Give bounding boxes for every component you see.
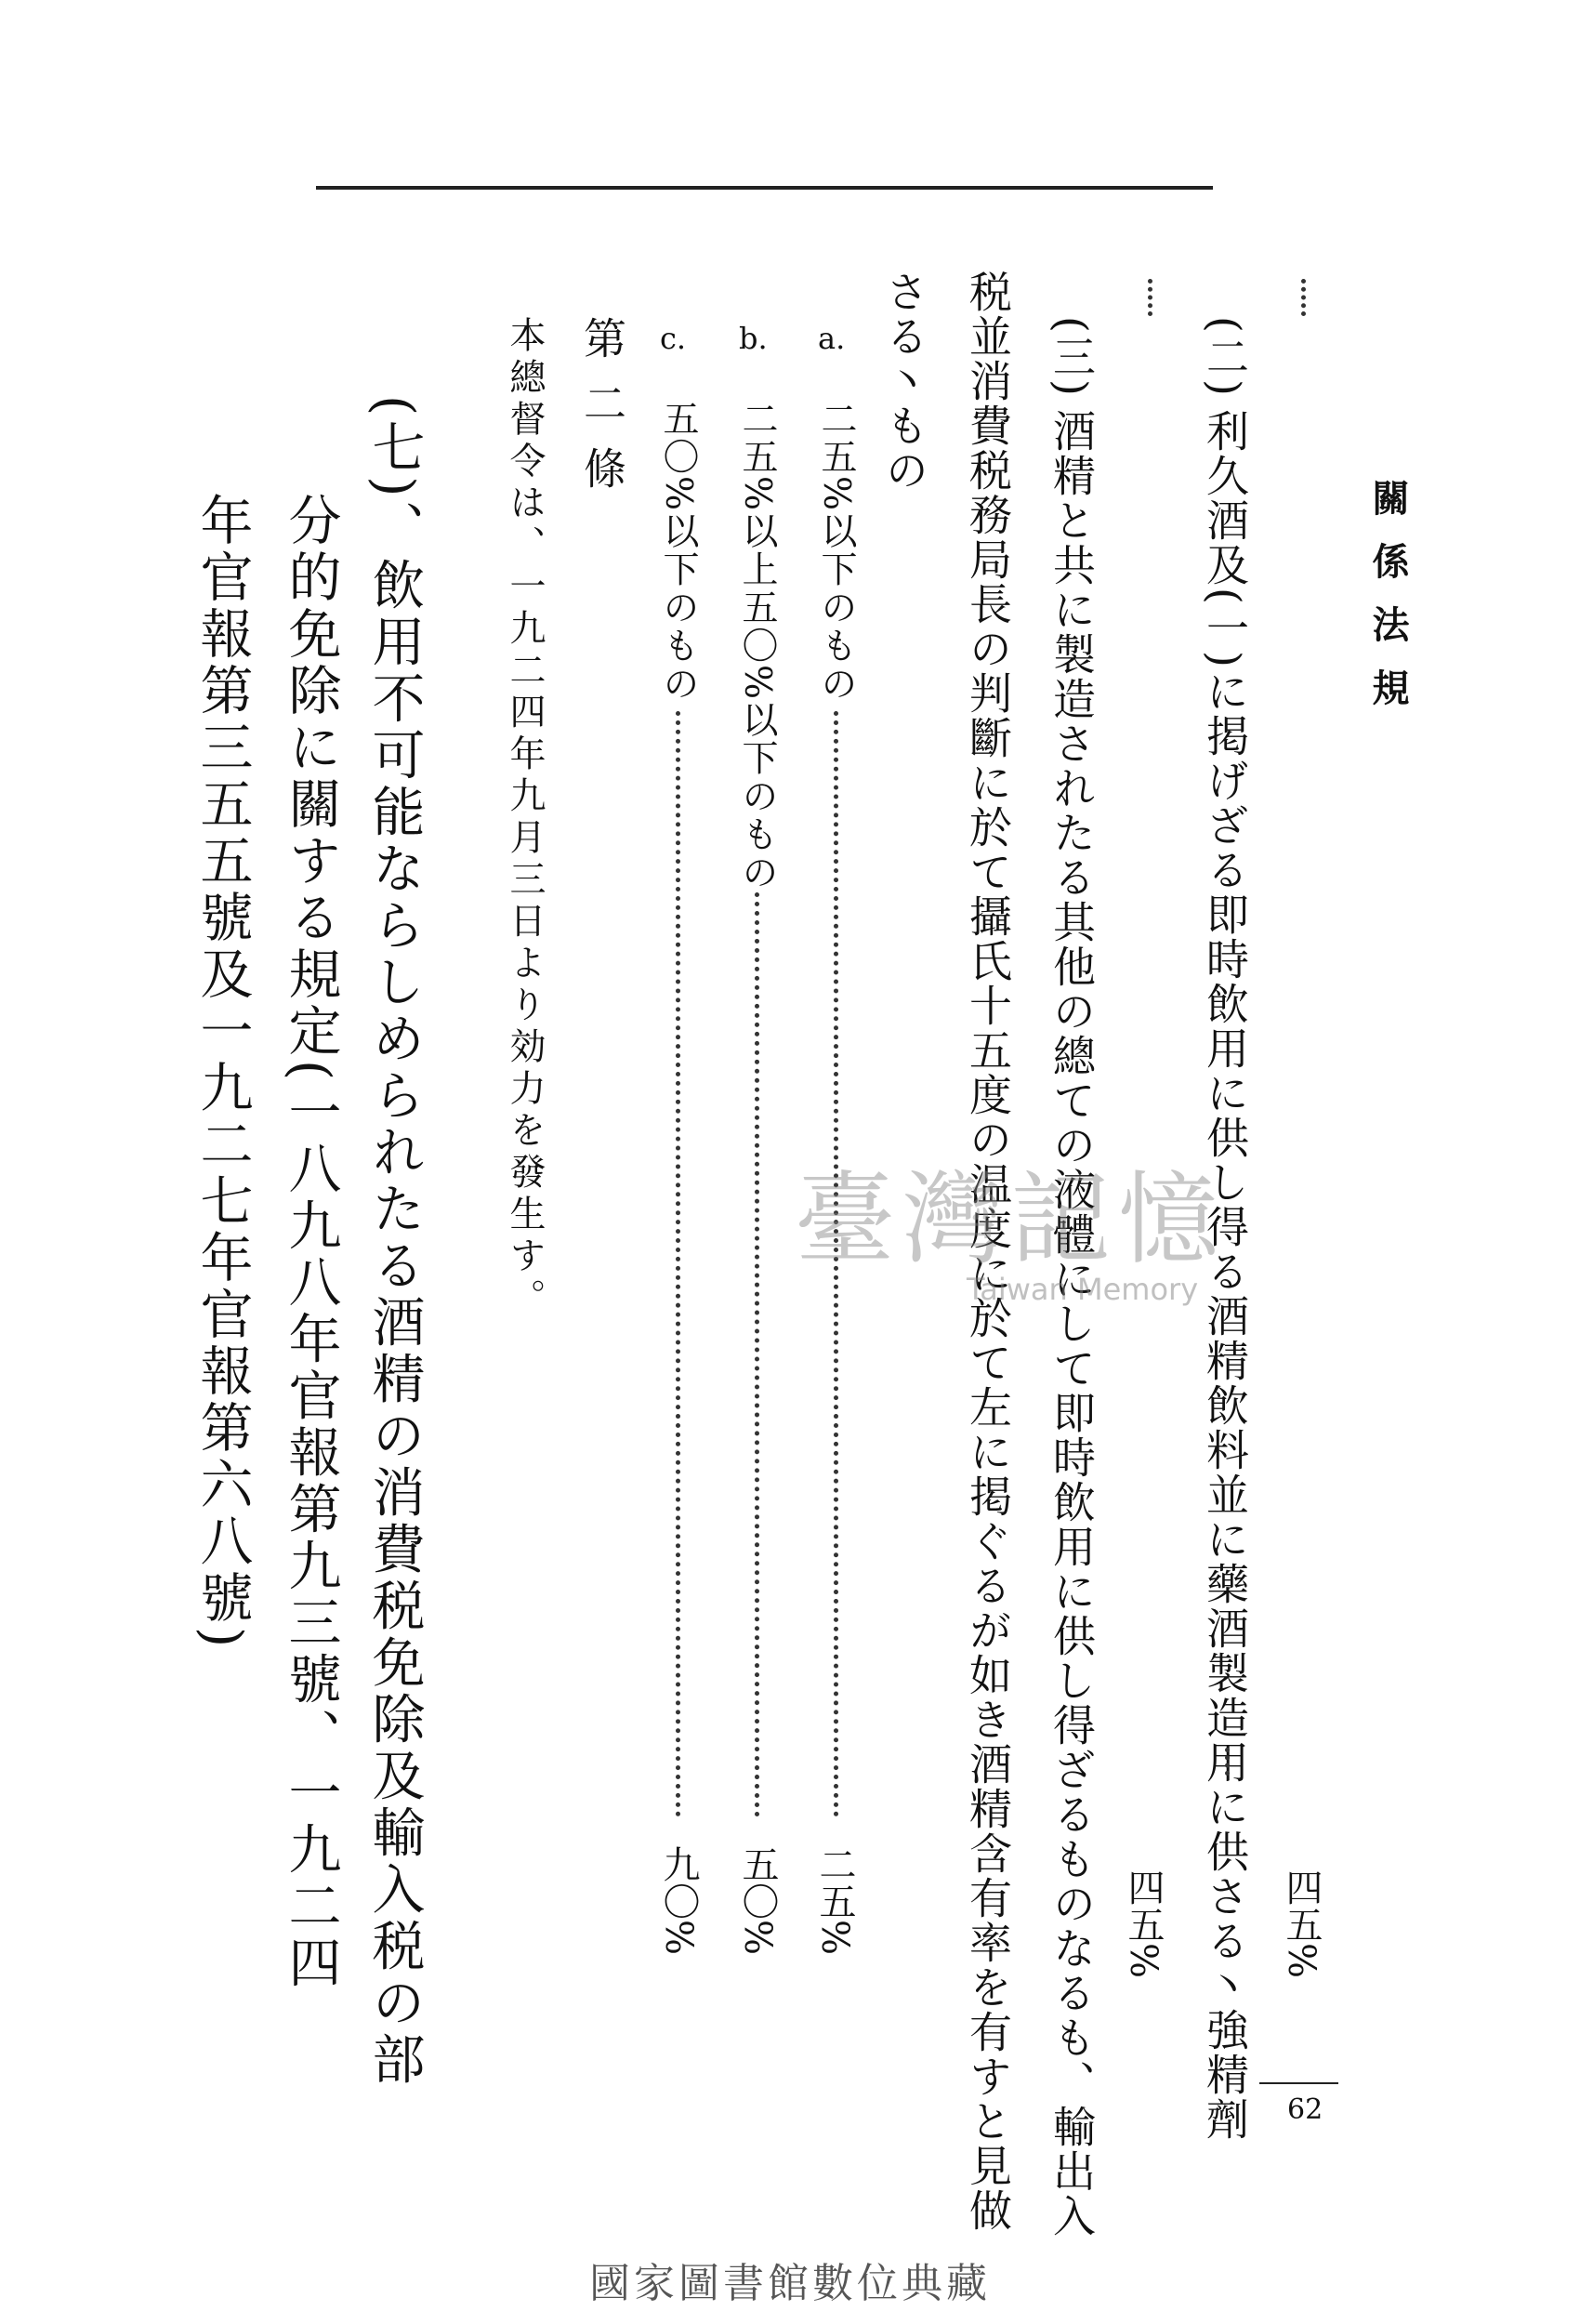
item3-mark: (三) <box>1047 316 1097 398</box>
item3-line3: さる丶もの <box>879 270 929 493</box>
page-number: 62 <box>1287 2093 1323 2126</box>
item3-value: 四五% <box>1122 1868 1165 1979</box>
top-rule <box>316 186 1213 190</box>
dotted-rule-2 <box>1148 279 1152 316</box>
watermark-text: Taiwan Memory <box>967 1272 1199 1307</box>
item2-value: 四五% <box>1280 1868 1323 1979</box>
sub-a-mark: a. <box>818 321 846 356</box>
article2-heading: 第二條 <box>577 316 627 511</box>
item2-mark: (二) <box>1200 316 1250 398</box>
sub-b-mark: b. <box>739 321 768 356</box>
item2-leader <box>1225 1748 1230 1776</box>
sub-c-leader <box>676 711 680 1817</box>
watermark-logo: 臺灣記憶 <box>795 1162 1227 1278</box>
item2-text: 利久酒及(一)に掲げざる即時飲用に供し得る酒精飲料並に藥酒製造用に供さる丶強精劑 <box>1200 409 1250 2142</box>
section7-line2: 分的免除に關する規定(一八九八年官報第九三號、一九二四 <box>280 493 341 1992</box>
footer-text: 國家圖書館數位典藏 <box>589 2260 991 2307</box>
running-head: 關係法規 <box>1366 479 1410 732</box>
sub-c-mark: c. <box>660 321 687 356</box>
item3-line2: 税並消費税務局長の判斷に於て攝氏十五度の温度に於て左に掲ぐるが如き酒精含有率を有すと見做 <box>963 270 1013 2233</box>
sub-b-value: 五〇% <box>736 1845 779 1956</box>
sub-b-leader <box>755 892 759 1817</box>
sub-a-value: 二五% <box>813 1845 856 1956</box>
sub-a-text: 二五%以下のもの <box>815 400 857 704</box>
sub-c-text: 五〇%以下のもの <box>657 400 699 704</box>
sub-c-value: 九〇% <box>657 1845 700 1956</box>
article2-text: 本總督令は、一九二四年九月三日より効力を發生す。 <box>504 316 546 1320</box>
section7-line1: (七)、飲用不可能ならしめられたる酒精の消費税免除及輸入税の部 <box>363 395 425 2089</box>
item3-line1: 酒精と共に製造されたる其他の總ての液體にして即時飲用に供し得ざるものなるも、輸出入 <box>1047 409 1097 2238</box>
page-number-rule <box>1259 2082 1338 2084</box>
section7-line3: 年官報第三五五號及一九二七年官報第六八號) <box>191 493 253 1652</box>
dotted-rule-1 <box>1301 279 1306 316</box>
sub-b-text: 二五%以上五〇%以下のもの <box>736 400 778 892</box>
